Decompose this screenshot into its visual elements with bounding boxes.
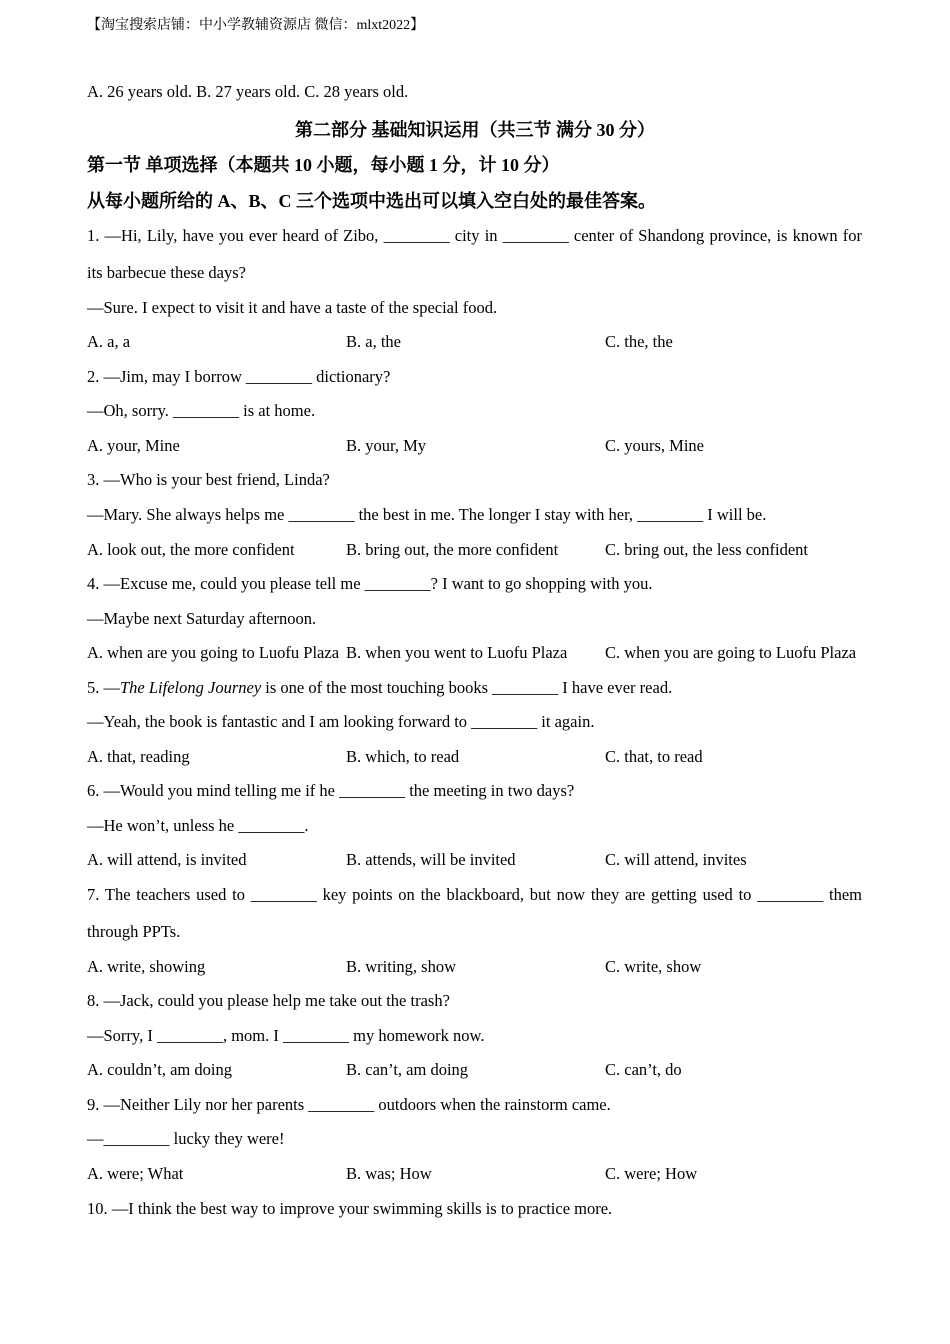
question-3-option-c: C. bring out, the less confident: [605, 540, 809, 559]
question-6-option-c: C. will attend, invites: [605, 850, 747, 869]
question-4-line-2: —Maybe next Saturday afternoon.: [87, 609, 317, 628]
question-4-line-1: 4. —Excuse me, could you please tell me ________? I want to go shopping with you.: [87, 574, 653, 593]
question-3-option-b: B. bring out, the more confident: [346, 540, 559, 559]
instruction: 从每小题所给的 A、B、C 三个选项中选出可以填入空白处的最佳答案。: [87, 191, 657, 211]
question-2-option-a: A. your, Mine: [87, 436, 180, 455]
page-header: 【淘宝搜索店铺：中小学教辅资源店 微信：mlxt2022】: [87, 18, 425, 33]
question-5-option-c: C. that, to read: [605, 747, 703, 766]
question-1-option-c: C. the, the: [605, 332, 673, 351]
question-5-option-b: B. which, to read: [346, 747, 460, 766]
question-5-line-1: [87, 678, 672, 698]
question-7-option-b: B. writing, show: [346, 957, 457, 976]
question-1-option-b: B. a, the: [346, 332, 401, 351]
question-4-option-a: A. when are you going to Luofu Plaza: [87, 643, 340, 662]
question-7-option-a: A. write, showing: [87, 957, 206, 976]
question-6-line-1: 6. —Would you mind telling me if he ________ the meeting in two days?: [87, 781, 575, 800]
question-5-rest: is one of the most touching books ________ I have ever read.: [261, 678, 673, 697]
section-title: 第一节 单项选择（本题共 10 小题，每小题 1 分，计 10 分）: [87, 155, 560, 175]
question-1-line-2: its barbecue these days?: [87, 263, 246, 282]
question-3-line-1: 3. —Who is your best friend, Linda?: [87, 470, 330, 489]
question-8-option-b: B. can’t, am doing: [346, 1060, 469, 1079]
question-6-line-2: —He won’t, unless he ________.: [87, 816, 309, 835]
question-3-option-a: A. look out, the more confident: [87, 540, 295, 559]
question-7-line-2: through PPTs.: [87, 922, 181, 941]
prev-options: A. 26 years old. B. 27 years old. C. 28 years old.: [87, 82, 409, 101]
question-3-line-2: —Mary. She always helps me ________ the best in me. The longer I stay with her, ________ I will be.: [87, 505, 767, 524]
question-9-option-a: A. were; What: [87, 1164, 184, 1183]
question-5-line-2: —Yeah, the book is fantastic and I am looking forward to ________ it again.: [87, 712, 595, 731]
question-2-option-b: B. your, My: [346, 436, 427, 455]
question-4-option-b: B. when you went to Luofu Plaza: [346, 643, 568, 662]
question-6-option-b: B. attends, will be invited: [346, 850, 516, 869]
question-7-option-c: C. write, show: [605, 957, 702, 976]
question-5-prefix: 5. —: [87, 678, 120, 697]
question-10-line-1: 10. —I think the best way to improve your swimming skills is to practice more.: [87, 1199, 613, 1218]
book-title: The Lifelong Journey: [120, 678, 262, 697]
question-5-option-a: A. that, reading: [87, 747, 190, 766]
question-2-line-2: —Oh, sorry. ________ is at home.: [87, 401, 316, 420]
question-6-option-a: A. will attend, is invited: [87, 850, 247, 869]
question-1-line-3: —Sure. I expect to visit it and have a taste of the special food.: [87, 298, 498, 317]
question-7-line-1: 7. The teachers used to ________ key points on the blackboard, but now they are getting used to ________ them: [87, 885, 862, 904]
question-1-option-a: A. a, a: [87, 332, 131, 351]
question-4-option-c: C. when you are going to Luofu Plaza: [605, 643, 857, 662]
question-1-line-1: 1. —Hi, Lily, have you ever heard of Zibo, ________ city in ________ center of Shandong province, is known for: [87, 226, 862, 245]
question-9-line-1: 9. —Neither Lily nor her parents ________ outdoors when the rainstorm came.: [87, 1095, 611, 1114]
part-title: 第二部分 基础知识运用（共三节 满分 30 分）: [295, 120, 655, 140]
question-9-option-b: B. was; How: [346, 1164, 432, 1183]
question-9-line-2: —________ lucky they were!: [87, 1129, 285, 1148]
question-2-line-1: 2. —Jim, may I borrow ________ dictionary?: [87, 367, 391, 386]
question-9-option-c: C. were; How: [605, 1164, 698, 1183]
question-2-option-c: C. yours, Mine: [605, 436, 704, 455]
question-8-option-c: C. can’t, do: [605, 1060, 682, 1079]
question-8-line-2: —Sorry, I ________, mom. I ________ my homework now.: [87, 1026, 485, 1045]
question-8-option-a: A. couldn’t, am doing: [87, 1060, 232, 1079]
question-8-line-1: 8. —Jack, could you please help me take out the trash?: [87, 991, 450, 1010]
